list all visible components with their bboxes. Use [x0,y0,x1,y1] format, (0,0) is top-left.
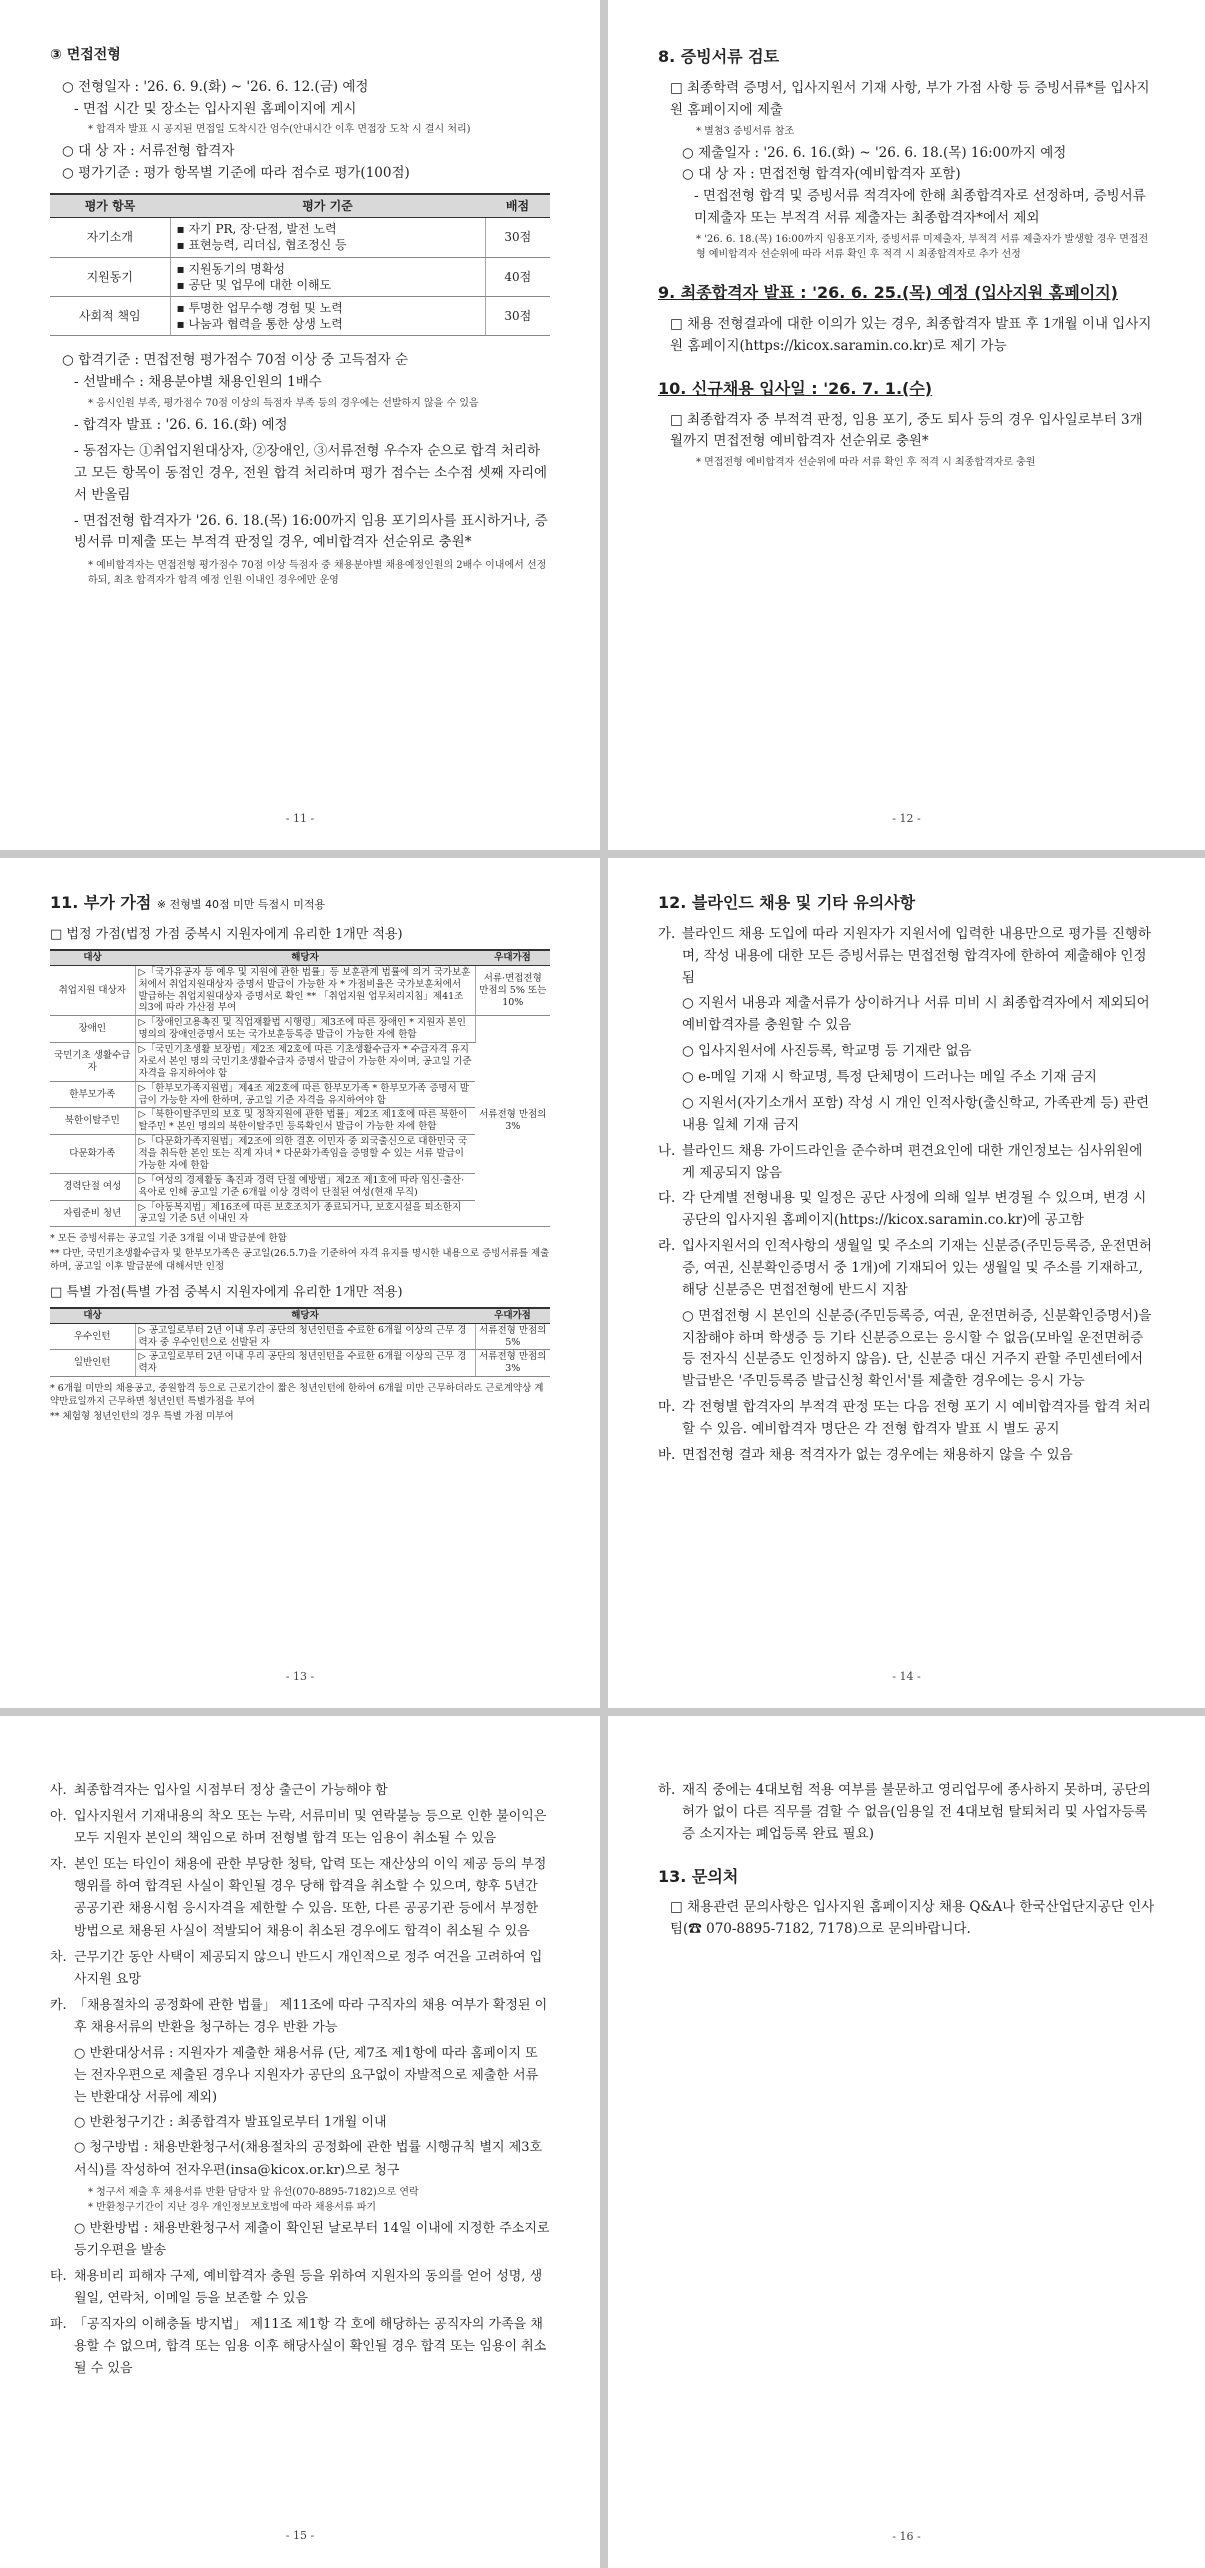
evaluation-table [50,193,550,336]
section-note: ※ 전형별 40점 미만 득점시 미적용 [156,898,326,911]
text-line: □ 채용관련 문의사항은 입사지원 홈페이지상 채용 Q&A나 한국산업단지공단 인사팀(☎ 070-8895-7182, 7178)으로 문의바랍니다. [670,1899,1155,1938]
text-line: □ 최종합격자 중 부적격 판정, 임용 포기, 중도 퇴사 등의 경우 입사일로부터 3개월까지 면접전형 예비합격자 선순위로 충원* [670,411,1143,450]
table-cell: ▷「국가유공자 등 예우 및 지원에 관한 법률」등 보훈관계 법률에 의거 국가보훈처에서 취업지원대상자 증명서 발급이 가능한 자 * 가점비율은 국가보훈처에서 발급하는 취업지원대상자 증명서로 확인 ** 「취업지원 업무처리지침」제41조의3에 따라 가산점 부여 [135,965,475,1016]
text-line: ○ 반환청구기간 : 최종합격자 발표일로부터 1개월 이내 [74,2115,387,2131]
table-cell [170,297,485,336]
criteria-line: ▪ 나눔과 협력을 통한 상생 노력 [176,317,343,332]
criteria-line: ▪ 자기 PR, 장·단점, 발전 노력 [176,222,337,237]
list-marker: 차. [50,1949,67,1965]
table-cell: ▷ 공고일로부터 2년 이내 우리 공단의 청년인턴을 수료한 6개월 이상의 근무 경력자 중 우수인턴으로 선발된 자 [135,1323,475,1350]
text-line: ○ 대 상 자 : 면접전형 합격자(예비합격자 포함) [682,166,961,183]
footnote: * 응시인원 부족, 평가점수 70점 이상의 득점자 부족 등의 경우에는 선발하지 않을 수 있음 [88,398,479,410]
list-item [658,1141,1155,1185]
list-text: 본인 또는 타인이 채용에 관한 부당한 청탁, 압력 또는 재산상의 이익 제공 등의 부정행위를 하여 합격된 사실이 확인될 경우 당해 합격을 취소할 수 있으며, 향후 5년간 공공기관 채용시험 응시자격을 제한할 수 있음. 또한, 다른 공공기관 등에서 부정한 방법으로 채용된 사실이 적발되어 채용이 취소된 경우에도 합격이 취소될 수 있음 [74,1857,547,1939]
criteria-line: ▪ 투명한 업무수행 경험 및 노력 [176,301,343,316]
list-item [658,1188,1155,1232]
table-note: ** 다만, 국민기초생활수급자 및 한부모가족은 공고일(26.5.7)을 기준하여 자격 유지를 명시한 내용으로 증빙서류를 제출하며, 공고일 이후 발급분에 대해서만 인정 [50,1248,550,1272]
table-header: 우대가점 [475,1308,550,1323]
section-heading: 10. 신규채용 입사일 : '26. 7. 1.(수) [658,378,933,398]
page-14 [608,858,1205,1708]
text-line: ○ 반환대상서류 : 지원자가 제출한 채용서류 (단, 제7조 제1항에 따라 홈페이지 또는 전자우편으로 제출된 경우나 지원자가 공단의 요구없이 자발적으로 제출한 서류는 반환대상 서류에 제외) [74,2046,539,2106]
list-marker: 하. [658,1782,676,1798]
list-text: 입사지원서의 인적사항의 생월일 및 주소의 기재는 신분증(주민등록증, 운전면허증, 여권, 신분확인증명서 중 1개)에 기재되어 있는 생월일 및 주소를 기재하고, 해당 신분증은 면접전형에 반드시 지참 [682,1238,1152,1298]
list-text: 근무기간 동안 사택이 제공되지 않으니 반드시 개인적으로 정주 여건을 고려하여 입사지원 요망 [74,1949,543,1987]
list-marker: 아. [50,1809,67,1825]
list-marker: 가. [658,925,676,942]
table-row [50,1016,550,1043]
criteria-line: ▪ 공단 및 업무에 대한 이해도 [176,277,332,292]
table-cell: ▷「국민기초생활 보장법」제2조 제2호에 따른 기초생활수급자 * 수급자격 유지자로서 본인 명의 국민기초생활수급자 증명서 발급이 가능한 자이며, 공고일 기준 자격을 유지하여야 함 [135,1043,475,1082]
table-cell: ▷ 공고일로부터 2년 이내 우리 공단의 청년인턴을 수료한 6개월 이상의 근무 경력자 [135,1350,475,1377]
table-cell: ▷「한부모가족지원법」제4조 제2호에 따른 한부모가족 * 한부모가족 증명서 발급이 가능한 자에 한하며, 공고일 기준 자격을 유지하여야 함 [135,1081,475,1108]
table-cell: 지원동기 [50,257,170,296]
table-cell: 서류전형 만점의 3% [475,1016,550,1227]
table-cell: 북한이탈주민 [50,1108,135,1135]
list-marker: 마. [658,1399,676,1416]
table-note: ** 체험형 청년인턴의 경우 특별 가점 미부여 [50,1410,234,1422]
footnote: * 합격자 발표 시 공지된 면접일 도착시간 엄수(안내시간 이후 면접장 도착 시 결시 처리) [88,124,471,136]
table-row [50,257,550,296]
list-marker: 타. [50,2268,67,2284]
page-11 [0,0,600,850]
table-header: 해당자 [135,950,475,965]
table-cell: 장애인 [50,1016,135,1043]
text-line: ○ e-메일 기재 시 학교명, 특정 단체명이 드러나는 메일 주소 기재 금지 [682,1069,1097,1086]
text-line: - 면접 시간 및 장소는 입사지원 홈페이지에 게시 [74,100,357,117]
list-item [50,1995,550,2039]
list-text: 「공직자의 이해충돌 방지법」 제11조 제1항 각 호에 해당하는 공직자의 가족을 채용할 수 없으며, 합격 또는 임용 이후 해당사실이 확인될 경우 합격 또는 임용이 취소될 수 있음 [74,2316,547,2377]
list-item [50,2314,550,2380]
special-bonus-table [50,1307,550,1377]
list-marker: 자. [50,1857,67,1873]
list-item [658,1780,1155,1846]
text-line: - 동점자는 ①취업지원대상자, ②장애인, ③서류전형 우수자 순으로 합격 처리하고 모든 항목이 동점인 경우, 전원 합격 처리하며 평가 점수는 소수점 셋째 자리에서 반올림 [74,443,548,503]
table-note: * 6개월 미만의 채용공고, 중원합격 등으로 근로기간이 짧은 청년인턴에 한하여 6개월 미만 근무하더라도 근로계약상 계약만료일까지 근무하면 청년인턴 특별가점을 부여 [50,1383,544,1407]
list-item [658,1397,1155,1441]
page-number: - 12 - [892,812,921,826]
table-cell: 30점 [485,218,550,257]
list-text: 각 단계별 전형내용 및 일정은 공단 사정에 의해 일부 변경될 수 있으며, 변경 시 공단의 입사지원 홈페이지(https://kicox.saramin.co.kr)에 공고함 [682,1190,1147,1229]
page-12 [608,0,1205,850]
list-text: 블라인드 채용 도입에 따라 지원자가 지원서에 입력한 내용만으로 평가를 진행하며, 작성 내용에 대한 모든 증빙서류는 면접전형 합격자에 한하여 제출해야 인정됨 [682,925,1151,986]
list-item [50,1780,550,1802]
text-line: ○ 제출일자 : '26. 6. 16.(화) ~ '26. 6. 18.(목) 16:00까지 예정 [682,144,1067,161]
list-item [50,1947,550,1991]
list-marker: 사. [50,1783,67,1798]
section-heading: 13. 문의처 [658,1866,739,1886]
text-line: ○ 지원서(자기소개서 포함) 작성 시 개인 인적사항(출신학교, 가족관계 등) 관련 내용 일체 기재 금지 [682,1094,1149,1133]
list-marker: 다. [658,1190,676,1207]
list-text: 입사지원서 기재내용의 착오 또는 누락, 서류미비 및 연락불능 등으로 인한 불이익은 모두 지원자 본인의 책임으로 하며 전형별 합격 또는 임용이 취소될 수 있음 [74,1809,547,1847]
list-text: 면접전형 결과 채용 적격자가 없는 경우에는 채용하지 않을 수 있음 [682,1446,1073,1463]
text-line: - 합격자 발표 : '26. 6. 16.(화) 예정 [74,417,288,434]
page-number: - 16 - [892,2530,921,2544]
table-header: 대상 [50,950,135,965]
text-line: - 면접전형 합격 및 증빙서류 적격자에 한해 최종합격자로 선정하며, 증빙서류 미제출자 또는 부적격 서류 제출자는 최종합격자*에서 제외 [694,188,1146,227]
list-item [50,2266,550,2310]
criteria-line: ▪ 지원동기의 명확성 [176,261,285,276]
list-item [658,1236,1155,1302]
list-item [658,1445,1155,1467]
section-heading: 12. 블라인드 채용 및 기타 유의사항 [658,893,916,912]
table-cell [170,257,485,296]
list-marker: 카. [50,1997,67,2013]
table-cell: 40점 [485,257,550,296]
list-marker: 파. [50,2316,67,2332]
table-cell: 취업지원 대상자 [50,965,135,1016]
table-cell: ▷「장애인고용촉진 및 직업재활법 시행령」제3조에 따른 장애인 * 지원자 본인 명의의 장애인증명서 또는 국가보훈등록증 발급이 가능한 자에 한함 [135,1016,475,1043]
footnote: * 반환청구기간이 지난 경우 개인정보보호법에 따라 채용서류 파기 [88,2201,377,2213]
page-15 [0,1716,600,2568]
page-number: - 11 - [285,812,315,826]
table-cell: ▷「여성의 경제활동 촉진과 경력 단절 예방법」제2조 제1호에 따라 임신·출산·육아로 인해 공고일 기준 6개월 이상 경력이 단절된 여성(현재 무직) [135,1173,475,1200]
table-row [50,1323,550,1350]
footnote: * 청구서 제출 후 채용서류 반환 담당자 앞 유선(070-8895-7182)으로 연락 [88,2186,419,2198]
table-note: * 모든 증빙서류는 공고일 기준 3개월 이내 발급분에 한함 [50,1233,287,1245]
table-cell: 경력단절 여성 [50,1173,135,1200]
table-cell: ▷「아동복지법」제16조에 따른 보호조치가 종료되거나, 보호시설을 퇴소한지 공고일 기준 5년 이내인 자 [135,1200,475,1227]
list-marker: 바. [658,1446,676,1463]
text-line: □ 특별 가점(특별 가점 중복시 지원자에게 유리한 1개만 적용) [50,1284,403,1300]
text-line: ○ 반환방법 : 채용반환청구서 제출이 확인된 날로부터 14일 이내에 지정한 주소지로 등기우편을 발송 [74,2220,550,2258]
table-header: 해당자 [135,1308,475,1323]
table-cell: 일반인턴 [50,1350,135,1377]
text-line: ○ 평가기준 : 평가 항목별 기준에 따라 점수로 평가(100점) [62,165,410,182]
list-item [50,1806,550,1850]
table-cell: 서류·면접전형 만점의 5% 또는 10% [475,965,550,1016]
section-heading: 9. 최종합격자 발표 : '26. 6. 25.(목) 예정 (입사지원 홈페이지) [658,283,1118,303]
text-line: □ 채용 전형결과에 대한 이의가 있는 경우, 최종합격자 발표 후 1개월 이내 입사지원 홈페이지(https://kicox.saramin.co.kr)로 제기 가능 [670,315,1152,354]
table-row [50,1350,550,1377]
table-cell: 30점 [485,297,550,336]
list-text: 재직 중에는 4대보험 적용 여부를 불문하고 영리업무에 종사하지 못하며, 공단의 허가 없이 다른 직무를 겸할 수 없음(임용일 전 4대보험 탈퇴처리 및 사업자등록증 소지자는 폐업등록 완료 필요) [682,1782,1151,1842]
table-header: 배점 [485,194,550,218]
list-text: 「채용절차의 공정화에 관한 법률」 제11조에 따라 구직자의 채용 여부가 확정된 이후 채용서류의 반환을 청구하는 경우 반환 가능 [74,1997,548,2035]
table-cell: 서류전형 만점의 5% [475,1323,550,1350]
footnote: * '26. 6. 18.(목) 16:00까지 임용포기자, 증빙서류 미제출자, 부적격 서류 제출자가 발생할 경우 면접전형 예비합격자 선순위에 따라 서류 확인 후 적격 시 최종합격자로 추가 선정 [696,234,1149,261]
text-line: ○ 청구방법 : 채용반환청구서(채용절차의 공정화에 관한 법률 시행규칙 별지 제3호 서식)를 작성하여 전자우편(insa@kicox.or.kr)으로 청구 [74,2140,543,2178]
page-number: - 13 - [285,1670,315,1684]
table-cell: 자립준비 청년 [50,1200,135,1227]
table-cell: ▷「북한이탈주민의 보호 및 정착지원에 관한 법률」제2조 제1호에 따른 북한이탈주민 * 본인 명의의 북한이탈주민 등록확인서 발급이 가능한 자에 한함 [135,1108,475,1135]
table-cell: 우수인턴 [50,1323,135,1350]
table-cell: 한부모가족 [50,1081,135,1108]
page-16 [608,1716,1205,2568]
page-number: - 15 - [285,2529,315,2543]
text-line: □ 최종학력 증명서, 입사지원서 기재 사항, 부가 가점 사항 등 증빙서류*를 입사지원 홈페이지에 제출 [670,79,1150,118]
table-row [50,218,550,257]
table-cell: 서류전형 만점의 3% [475,1350,550,1377]
text-line: ○ 합격기준 : 면접전형 평가점수 70점 이상 중 고득점자 순 [62,352,408,369]
text-line: - 면접전형 합격자가 '26. 6. 18.(목) 16:00까지 임용 포기의사를 표시하거나, 증빙서류 미제출 또는 부적격 판정일 경우, 예비합격자 선순위로 충원* [74,512,548,551]
table-cell: ▷「다문화가족지원법」제2조에 의한 결혼 이민자 중 외국출신으로 대한민국 국적을 취득한 본인 또는 직계 자녀 * 다문화가족임을 증명할 수 있는 서류 발급이 가능한 자에 한함 [135,1135,475,1174]
list-text: 각 전형별 합격자의 부적격 판정 또는 다음 전형 포기 시 예비합격자를 합격 처리할 수 있음. 예비합격자 명단은 각 전형 합격자 발표 시 별도 공지 [682,1399,1151,1437]
list-text: 블라인드 채용 가이드라인을 준수하며 편견요인에 대한 개인정보는 심사위원에게 제공되지 않음 [682,1142,1143,1181]
text-line: ○ 입사지원서에 사진등록, 학교명 등 기재란 없음 [682,1043,972,1060]
footnote: * 별첨3 증빙서류 참조 [696,125,795,137]
table-cell [170,218,485,257]
page-13 [0,858,600,1708]
list-text: 최종합격자는 입사일 시점부터 정상 출근이 가능해야 함 [74,1783,388,1798]
criteria-line: ▪ 표현능력, 리더십, 협조정신 등 [176,238,347,253]
text-line: ○ 대 상 자 : 서류전형 합격자 [62,143,235,160]
section-heading: 8. 증빙서류 검토 [658,47,780,66]
text-line: ○ 면접전형 시 본인의 신분증(주민등록증, 여권, 운전면허증, 신분확인증명서)을 지참해야 하며 학생증 등 기타 신분증으로는 응시할 수 없음(모바일 운전면허증 등 전자식 신분증도 인정하지 않음). 단, 신분증 대신 거주지 관할 주민센터에서 발급받은 '주민등록증 발급신청 확인서'를 제출한 경우에는 응시 가능 [682,1307,1152,1390]
table-header: 평가 기준 [170,194,485,218]
text-line: ○ 지원서 내용과 제출서류가 상이하거나 서류 미비 시 최종합격자에서 제외되어 예비합격자를 충원할 수 있음 [682,995,1150,1034]
list-item [658,924,1155,990]
footnote: * 면접전형 예비합격자 선순위에 따라 서류 확인 후 적격 시 최종합격자로 충원 [696,457,1036,469]
section-title: 11. 부가 가점 [50,893,152,912]
table-header: 우대가점 [475,950,550,965]
list-text: 채용비리 피해자 구제, 예비합격자 충원 등을 위하여 지원자의 동의를 얻어 성명, 생월일, 연락처, 이메일 등을 보존할 수 있음 [74,2268,543,2306]
legal-bonus-table [50,949,550,1227]
footnote: * 예비합격자는 면접전형 평가점수 70점 이상 득점자 중 채용분야별 채용예정인원의 2배수 이내에서 선정하되, 최초 합격자가 합격 예정 인원 이내인 경우에만 운영 [88,560,547,587]
table-row [50,297,550,336]
text-line: □ 법정 가점(법정 가점 중복시 지원자에게 유리한 1개만 적용) [50,926,403,942]
list-marker: 라. [658,1238,676,1255]
table-cell: 사회적 책임 [50,297,170,336]
section-heading [50,890,550,916]
table-cell: 다문화가족 [50,1135,135,1174]
table-row [50,965,550,1016]
table-header: 평가 항목 [50,194,170,218]
table-cell: 국민기초 생활수급자 [50,1043,135,1082]
page-number: - 14 - [892,1670,921,1684]
text-line: ○ 전형일자 : '26. 6. 9.(화) ~ '26. 6. 12.(금) 예정 [62,78,369,95]
table-cell: 자기소개 [50,218,170,257]
text-line: - 선발배수 : 채용분야별 채용인원의 1배수 [74,374,322,391]
list-item [50,1854,550,1942]
section-heading: ③ 면접전형 [50,47,121,63]
list-marker: 나. [658,1142,676,1159]
table-header: 대상 [50,1308,135,1323]
